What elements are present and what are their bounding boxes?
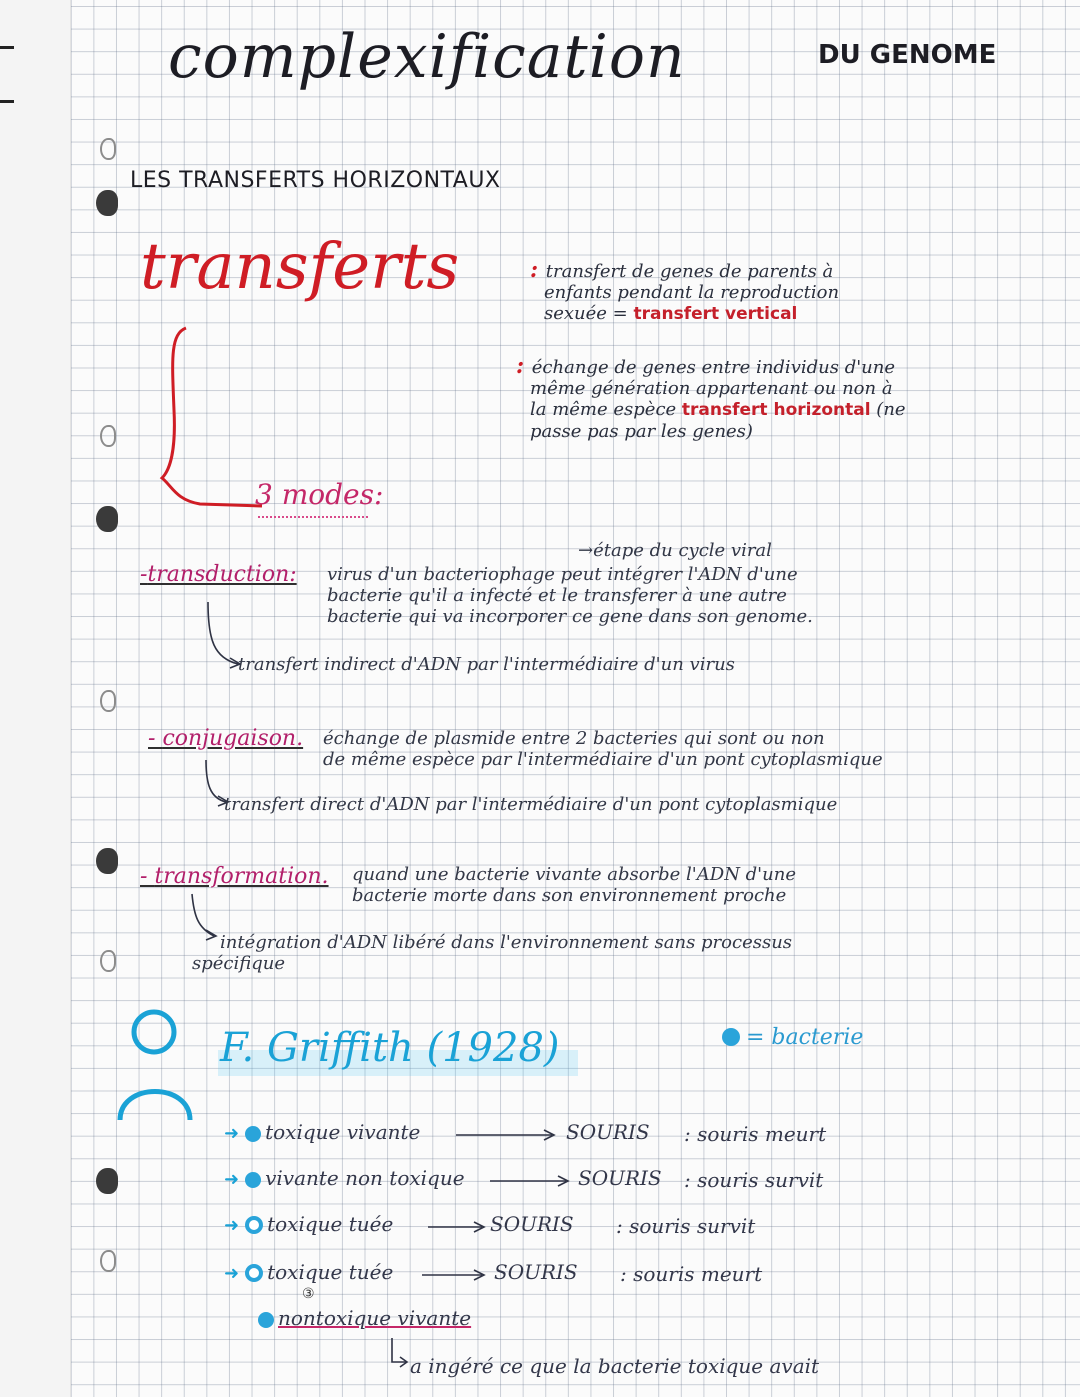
binder-hole xyxy=(100,138,116,160)
transformation-result: intégration d'ADN libéré dans l'environnement sans processus spécifique xyxy=(192,932,793,974)
bacteria-icon xyxy=(258,1312,274,1328)
modes-underline xyxy=(258,516,368,518)
conjugaison-definition: échange de plasmide entre 2 bacteries qui sont ou non de même espèce par l'intermédiaire d'un pont cytoplasmique xyxy=(323,728,883,770)
experiment-target: SOURIS xyxy=(566,1120,650,1144)
transduction-term: -transduction: xyxy=(140,562,297,587)
definition-vertical: : transfert de genes de parents à enfants pendant la reproduction sexuée = transfert vertical xyxy=(530,257,840,324)
bacteria-icon xyxy=(245,1126,261,1142)
experiment-row: ➜ toxique tuée xyxy=(224,1260,394,1284)
transduction-definition: virus d'un bacteriophage peut intégrer l'ADN d'une bacterie qu'il a infecté et le transferer à une autre bacterie qui va incorporer ce gene dans son genome. xyxy=(327,564,813,627)
bacteria-icon xyxy=(245,1172,261,1188)
page-title-suffix: DU GENOME xyxy=(818,40,997,70)
definition-horizontal: : échange de genes entre individus d'une même génération appartenant ou non à la même espèce transfert horizontal (ne passe pas par les genes) xyxy=(516,353,906,442)
bacteria-legend: = bacterie xyxy=(722,1025,863,1050)
binder-hole xyxy=(96,506,118,532)
arrow-right-icon xyxy=(422,1268,490,1282)
experiment-result: : souris meurt xyxy=(620,1262,763,1286)
binder-hole xyxy=(96,1168,118,1194)
griffith-heading: F. Griffith (1928) xyxy=(220,1025,560,1071)
binder-hole xyxy=(96,190,118,216)
arrow-right-icon: ➜ xyxy=(224,1215,240,1236)
arrow-right-icon: ➜ xyxy=(224,1123,240,1144)
experiment-row: ➜ toxique tuée xyxy=(224,1212,394,1236)
modes-heading: 3 modes: xyxy=(255,478,384,511)
arrow-right-icon: ➜ xyxy=(224,1263,240,1284)
transduction-result: transfert indirect d'ADN par l'intermédiaire d'un virus xyxy=(238,654,735,675)
experiment-result: : souris survit xyxy=(616,1214,756,1238)
experiment-result: : souris meurt xyxy=(684,1122,827,1146)
bacteria-icon xyxy=(245,1216,263,1234)
arrow-right-icon xyxy=(428,1220,490,1234)
bacteria-icon xyxy=(722,1028,740,1046)
bacteria-icon xyxy=(245,1264,263,1282)
arrow-right-icon xyxy=(456,1128,560,1142)
experiment-row: ➜ toxique vivante xyxy=(224,1120,421,1144)
arrow-right-icon xyxy=(490,1174,574,1188)
transferts-heading: transferts xyxy=(140,230,460,304)
person-icon xyxy=(110,1002,200,1132)
paper-left-edge xyxy=(0,0,71,1397)
conjugaison-term: - conjugaison. xyxy=(148,726,304,751)
experiment-target: SOURIS xyxy=(490,1212,574,1236)
experiment-target: SOURIS xyxy=(494,1260,578,1284)
experiment-row: ➜ vivante non toxique xyxy=(224,1166,465,1190)
transduction-note: →étape du cycle viral xyxy=(578,540,772,561)
experiment-target: SOURIS xyxy=(578,1166,662,1190)
page-title: complexification xyxy=(168,22,686,92)
section-subtitle: LES TRANSFERTS HORIZONTAUX xyxy=(130,168,501,193)
margin-mark xyxy=(0,46,14,49)
conjugaison-result: transfert direct d'ADN par l'intermédiaire d'un pont cytoplasmique xyxy=(224,794,838,815)
griffith-conclusion: a ingéré ce que la bacterie toxique avait xyxy=(410,1354,820,1378)
binder-hole xyxy=(100,425,116,447)
binder-hole xyxy=(96,848,118,874)
binder-hole xyxy=(100,1250,116,1272)
arrow-right-icon: ➜ xyxy=(224,1169,240,1190)
binder-hole xyxy=(100,950,116,972)
binder-hole xyxy=(100,690,116,712)
experiment-result: : souris survit xyxy=(684,1168,824,1192)
transformation-term: - transformation. xyxy=(140,864,329,889)
row-note-number: ③ xyxy=(302,1286,315,1302)
margin-mark xyxy=(0,100,14,103)
transformation-definition: quand une bacterie vivante absorbe l'ADN d'une bacterie morte dans son environnement proche xyxy=(352,864,796,906)
conclusion-arrow xyxy=(388,1336,412,1370)
experiment-row: nontoxique vivante xyxy=(258,1306,471,1330)
